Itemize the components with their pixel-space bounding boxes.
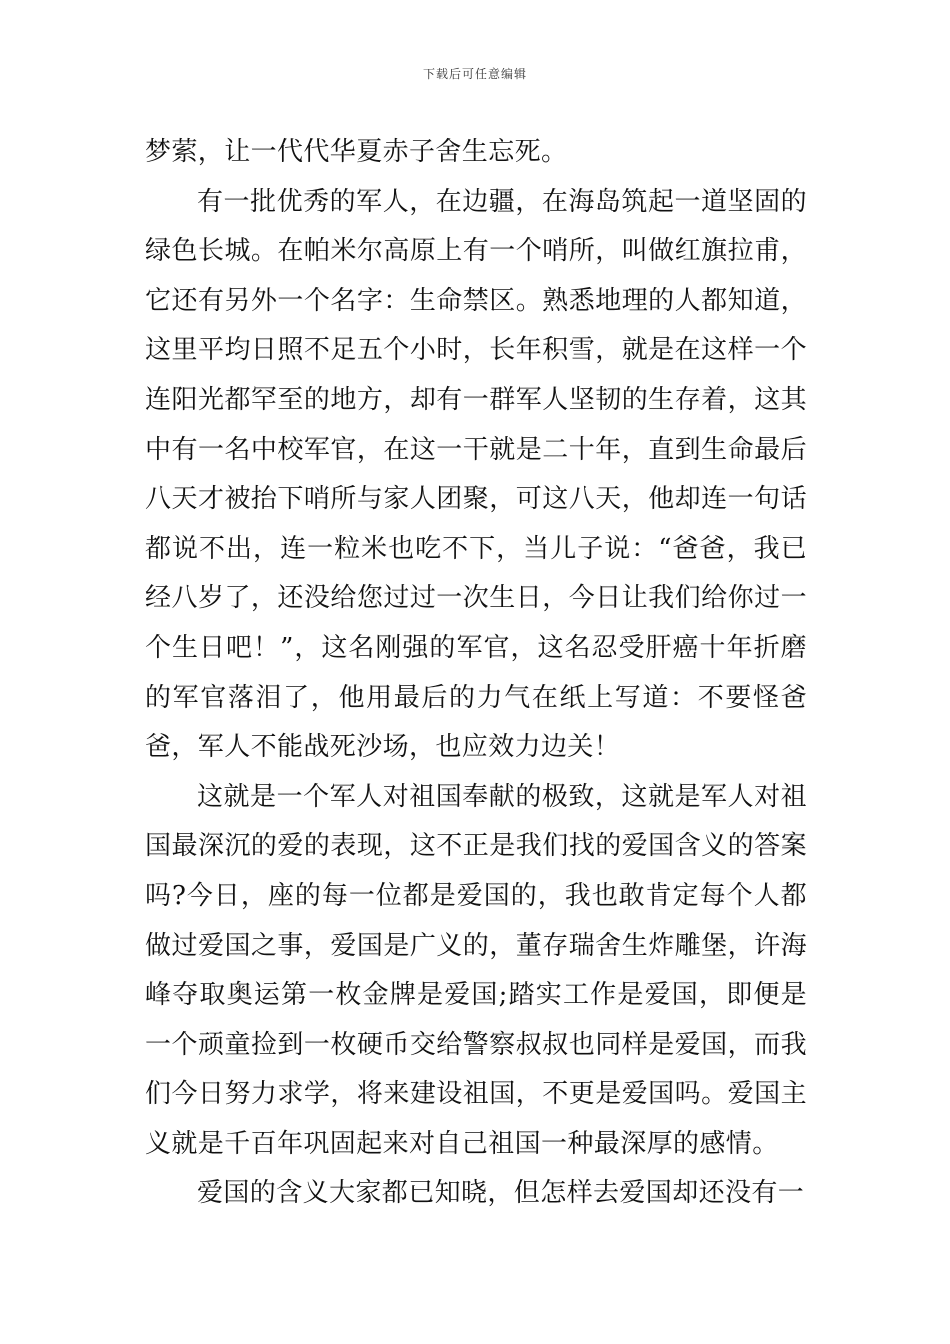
paragraph-1: 梦萦，让一代代华夏赤子舍生忘死。: [145, 137, 568, 167]
page-header-note: 下载后可任意编辑: [422, 67, 527, 81]
paragraph-2: 有一批优秀的军人，在边疆，在海岛筑起一道坚固的绿色长城。在帕米尔高原上有一个哨所，叫做红旗拉甫，它还有另外一个名字：生命禁区。熟悉地理的人都知道，这里平均日照不足五个小时，长年积雪，就是在这样一个连阳光都罕至的地方，却有一群军人坚韧的生存着，这其中有一名中校军官，在这一干就是二十年，直到生命最后八天才被抬下哨所与家人团聚，可这八天，他却连一句话都说不出，连一粒米也吃不下，当儿子说：“爸爸，我已经八岁了，还没给您过过一次生日，今日让我们给你过一个生日吧！”，这名刚强的军官，这名忍受肝癌十年折磨的军官落泪了，他用最后的力气在纸上写道：不要怪爸爸，军人不能战死沙场，也应效力边关！: [145, 186, 807, 763]
paragraph-3: 这就是一个军人对祖国奉献的极致，这就是军人对祖国最深沉的爱的表现，这不正是我们找的爱国含义的答案吗?今日，座的每一位都是爱国的，我也敢肯定每个人都做过爱国之事，爱国是广义的，董存瑞舍生炸雕堡，许海峰夺取奥运第一枚金牌是爱国;踏实工作是爱国，即便是一个顽童捡到一枚硬币交给警察叔叔也同样是爱国，而我们今日努力求学，将来建设祖国，不更是爱国吗。爱国主义就是千百年巩固起来对自己祖国一种最深厚的感情。: [145, 781, 807, 1159]
paragraph-4: 爱国的含义大家都已知晓，但怎样去爱国却还没有一: [197, 1178, 805, 1209]
document-body: [145, 128, 807, 1219]
